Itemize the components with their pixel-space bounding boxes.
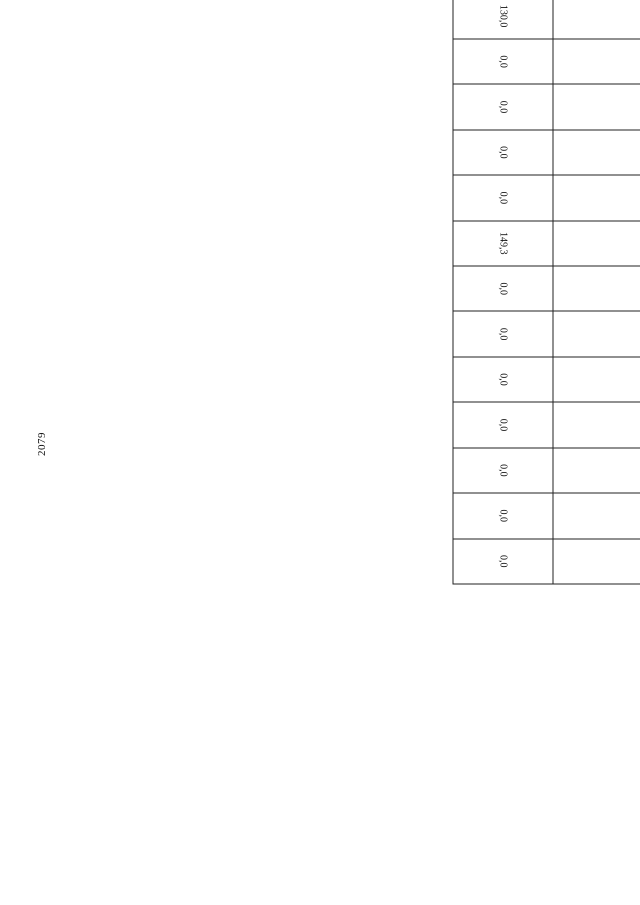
- row-value: [553, 402, 640, 447]
- row-value: 0,0: [453, 539, 553, 584]
- row-value: [553, 266, 640, 311]
- row-value: 0,0: [453, 493, 553, 538]
- table-row: [453, 0, 553, 584]
- row-value: [553, 130, 640, 175]
- row-value: [553, 84, 640, 129]
- row-value: [553, 448, 640, 493]
- row-value: [553, 175, 640, 220]
- table-row: [553, 0, 640, 584]
- row-value: 0,0: [453, 130, 553, 175]
- row-value: 0,0: [453, 84, 553, 129]
- row-value: 0,0: [453, 39, 553, 84]
- row-value: 0,0: [453, 311, 553, 356]
- row-value: [553, 357, 640, 402]
- page-number: 2079: [36, 432, 48, 456]
- row-value: 0,0: [453, 266, 553, 311]
- subsidy-table: [453, 0, 640, 585]
- row-value: [553, 493, 640, 538]
- row-value: 0,0: [453, 175, 553, 220]
- row-value: [553, 311, 640, 356]
- row-value: 0,0: [453, 448, 553, 493]
- row-value: [553, 221, 640, 266]
- row-value: [553, 539, 640, 584]
- row-value: 130,0: [453, 0, 553, 39]
- row-value: 149,3: [453, 221, 553, 266]
- row-value: 0,0: [453, 357, 553, 402]
- row-value: 0,0: [453, 402, 553, 447]
- row-value: [553, 0, 640, 39]
- subsidy-table-frame: [453, 0, 640, 585]
- row-value: [553, 39, 640, 84]
